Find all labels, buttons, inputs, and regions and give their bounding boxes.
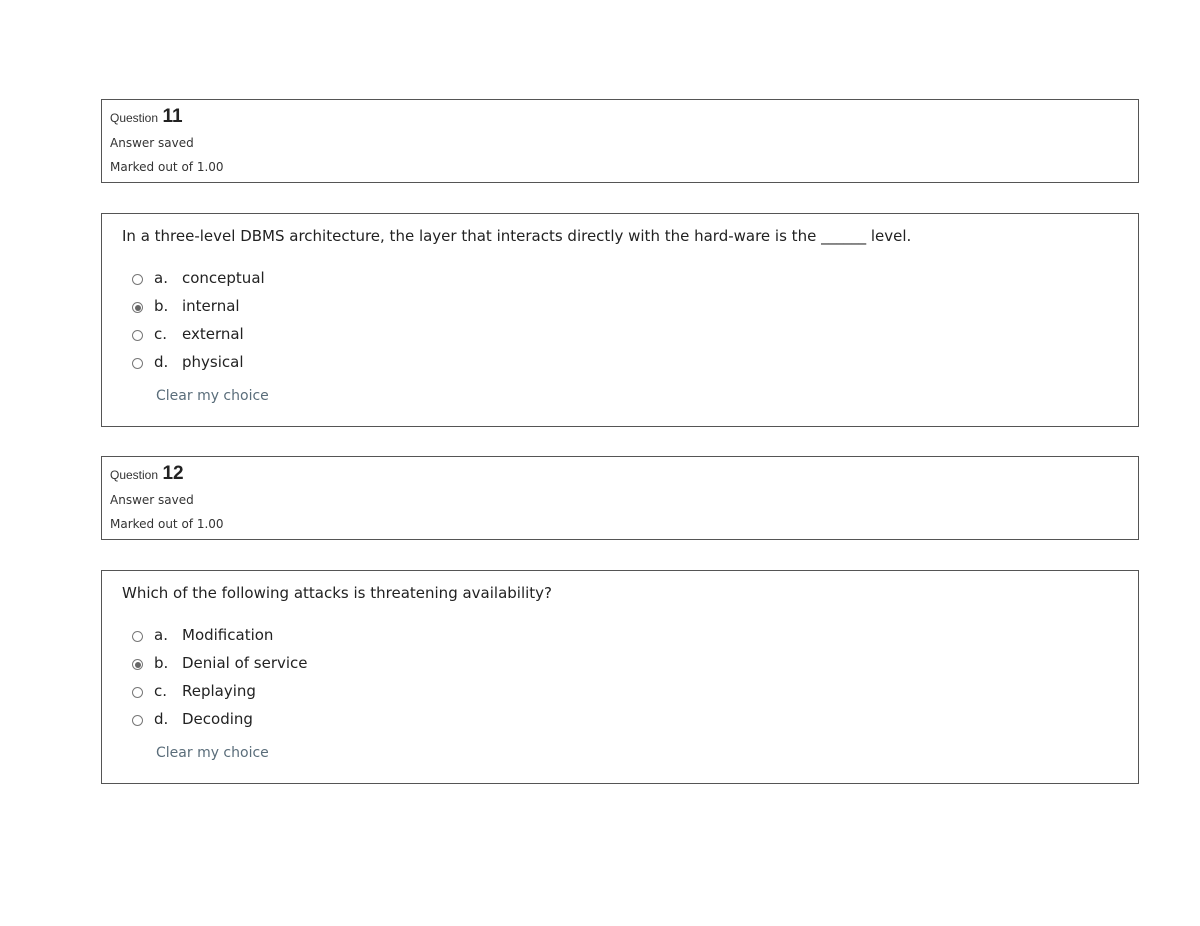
question-11-info — [101, 99, 1139, 183]
option-label[interactable]: Modification — [182, 626, 274, 644]
question-state: Answer saved — [110, 493, 194, 507]
option-letter: a. — [154, 626, 168, 644]
question-number: 12 — [162, 463, 184, 484]
option-letter: b. — [154, 297, 169, 315]
option-letter: c. — [154, 325, 168, 343]
option-label[interactable]: conceptual — [182, 269, 265, 287]
option-letter: b. — [154, 654, 169, 672]
option-letter: c. — [154, 682, 168, 700]
question-12-info — [101, 456, 1139, 540]
question-label: Question — [110, 468, 159, 482]
radio-button[interactable] — [132, 358, 143, 369]
option-c[interactable] — [130, 682, 730, 704]
radio-button[interactable] — [132, 330, 143, 341]
option-label[interactable]: external — [182, 325, 244, 343]
option-label[interactable]: Denial of service — [182, 654, 308, 672]
question-grade: Marked out of 1.00 — [110, 160, 224, 174]
option-label[interactable]: Decoding — [182, 710, 253, 728]
radio-button[interactable] — [132, 302, 143, 313]
question-label: Question — [110, 111, 159, 125]
question-grade: Marked out of 1.00 — [110, 517, 224, 531]
question-12-content — [101, 570, 1139, 784]
option-label[interactable]: internal — [182, 297, 240, 315]
option-letter: d. — [154, 710, 169, 728]
question-text: Which of the following attacks is threatening availability? — [122, 584, 553, 602]
question-11-number — [110, 106, 183, 128]
radio-button[interactable] — [132, 659, 143, 670]
radio-button[interactable] — [132, 715, 143, 726]
option-letter: a. — [154, 269, 168, 287]
radio-button[interactable] — [132, 631, 143, 642]
option-label[interactable]: Replaying — [182, 682, 256, 700]
question-12-number — [110, 463, 184, 485]
option-a[interactable] — [130, 269, 730, 291]
option-letter: d. — [154, 353, 169, 371]
option-d[interactable] — [130, 353, 730, 375]
radio-button[interactable] — [132, 274, 143, 285]
option-label[interactable]: physical — [182, 353, 244, 371]
question-text: In a three-level DBMS architecture, the layer that interacts directly with the hard-ware is the ______ level. — [122, 227, 912, 245]
option-c[interactable] — [130, 325, 730, 347]
option-b[interactable] — [130, 297, 730, 319]
question-state: Answer saved — [110, 136, 194, 150]
clear-choice-link[interactable]: Clear my choice — [156, 388, 269, 404]
question-11-content — [101, 213, 1139, 427]
option-b[interactable] — [130, 654, 730, 676]
question-number: 11 — [162, 106, 183, 127]
clear-choice-link[interactable]: Clear my choice — [156, 745, 269, 761]
radio-button[interactable] — [132, 687, 143, 698]
option-d[interactable] — [130, 710, 730, 732]
option-a[interactable] — [130, 626, 730, 648]
